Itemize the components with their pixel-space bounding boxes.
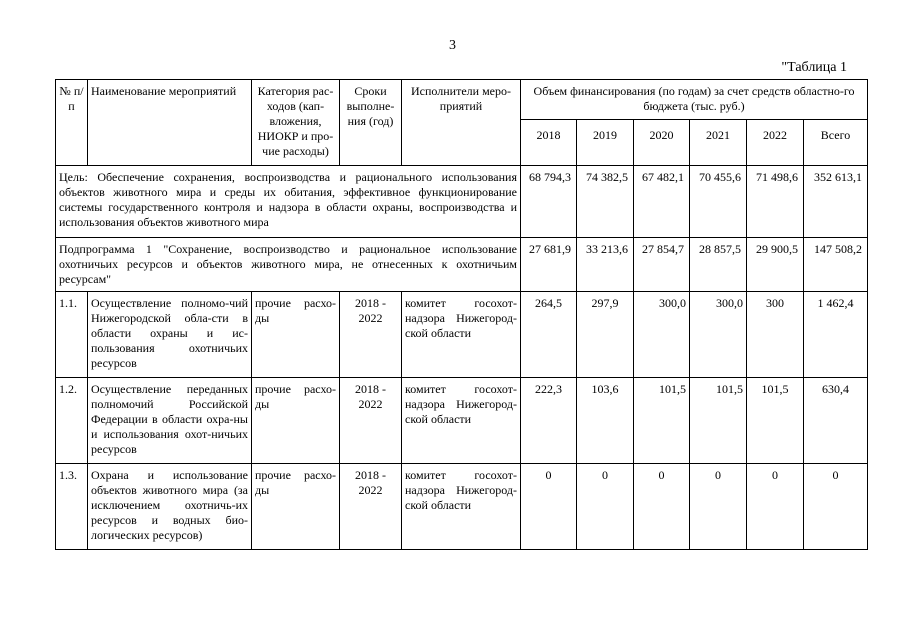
subprogram-value: 28 857,5 (690, 238, 747, 292)
header-category: Категория рас-ходов (кап-вложения, НИОКР и про-чие расходы) (252, 80, 340, 166)
row-num: 1.2. (56, 378, 88, 464)
header-num: № п/п (56, 80, 88, 166)
header-year: 2018 (521, 120, 577, 166)
header-funding: Объем финансирования (по годам) за счет средств областно-го бюджета (тыс. руб.) (521, 80, 868, 120)
row-value: 300 (747, 292, 804, 378)
row-value: 0 (634, 464, 690, 550)
row-value: 0 (521, 464, 577, 550)
goal-value: 74 382,5 (577, 166, 634, 238)
row-executors: комитет госохот-надзора Нижегород-ской области (402, 464, 521, 550)
funding-table (55, 79, 868, 550)
row-terms: 2018 - 2022 (340, 292, 402, 378)
row-executors: комитет госохот-надзора Нижегород-ской области (402, 378, 521, 464)
header-terms: Сроки выполне-ния (год) (340, 80, 402, 166)
header-year: 2019 (577, 120, 634, 166)
goal-text: Цель: Обеспечение сохранения, воспроизводства и рационального использования объектов животного мира и среды их обитания, эффективное функционирование системы государственного контроля и надзора в области охраны, воспроизводства и использования объектов животного мира (56, 166, 521, 238)
subprogram-value: 33 213,6 (577, 238, 634, 292)
row-value: 0 (690, 464, 747, 550)
row-value: 300,0 (634, 292, 690, 378)
subprogram-value: 27 854,7 (634, 238, 690, 292)
header-year: 2022 (747, 120, 804, 166)
goal-value: 70 455,6 (690, 166, 747, 238)
table-row (56, 292, 868, 378)
page-number: 3 (449, 38, 456, 53)
row-executors: комитет госохот-надзора Нижегород-ской области (402, 292, 521, 378)
goal-value: 67 482,1 (634, 166, 690, 238)
goal-value: 68 794,3 (521, 166, 577, 238)
subprogram-total: 147 508,2 (804, 238, 868, 292)
table-row (56, 464, 868, 550)
row-name: Охрана и использование объектов животного мира (за исключением охотничь-их ресурсов и водных био-логических ресурсов) (88, 464, 252, 550)
subprogram-value: 29 900,5 (747, 238, 804, 292)
row-category: прочие расхо-ды (252, 292, 340, 378)
row-value: 0 (747, 464, 804, 550)
subprogram-row (56, 238, 868, 292)
goal-value: 71 498,6 (747, 166, 804, 238)
table-row (56, 378, 868, 464)
row-value: 300,0 (690, 292, 747, 378)
header-name: Наименование мероприятий (88, 80, 252, 166)
row-name: Осуществление переданных полномочий Российской Федерации в области охра-ны и использования охот-ничьих ресурсов (88, 378, 252, 464)
row-terms: 2018 - 2022 (340, 378, 402, 464)
row-num: 1.1. (56, 292, 88, 378)
row-value: 264,5 (521, 292, 577, 378)
row-total: 1 462,4 (804, 292, 868, 378)
row-value: 297,9 (577, 292, 634, 378)
goal-total: 352 613,1 (804, 166, 868, 238)
row-value: 222,3 (521, 378, 577, 464)
row-value: 101,5 (634, 378, 690, 464)
subprogram-value: 27 681,9 (521, 238, 577, 292)
row-terms: 2018 - 2022 (340, 464, 402, 550)
row-num: 1.3. (56, 464, 88, 550)
header-total: Всего (804, 120, 868, 166)
row-name: Осуществление полномо-чий Нижегородской обла-сти в области охраны и ис-пользования охотничьих ресурсов (88, 292, 252, 378)
row-value: 101,5 (690, 378, 747, 464)
table-label: "Таблица 1 (781, 60, 847, 75)
header-year: 2020 (634, 120, 690, 166)
header-year: 2021 (690, 120, 747, 166)
row-total: 630,4 (804, 378, 868, 464)
row-value: 103,6 (577, 378, 634, 464)
row-value: 101,5 (747, 378, 804, 464)
row-value: 0 (577, 464, 634, 550)
row-category: прочие расхо-ды (252, 464, 340, 550)
subprogram-text: Подпрограмма 1 "Сохранение, воспроизводство и рациональное использование охотничьих ресурсов и объектов животного мира, не отнесенных к охотничьим ресурсам" (56, 238, 521, 292)
header-executors: Исполнители меро-приятий (402, 80, 521, 166)
goal-row (56, 166, 868, 238)
row-total: 0 (804, 464, 868, 550)
row-category: прочие расхо-ды (252, 378, 340, 464)
header-row (56, 80, 868, 120)
